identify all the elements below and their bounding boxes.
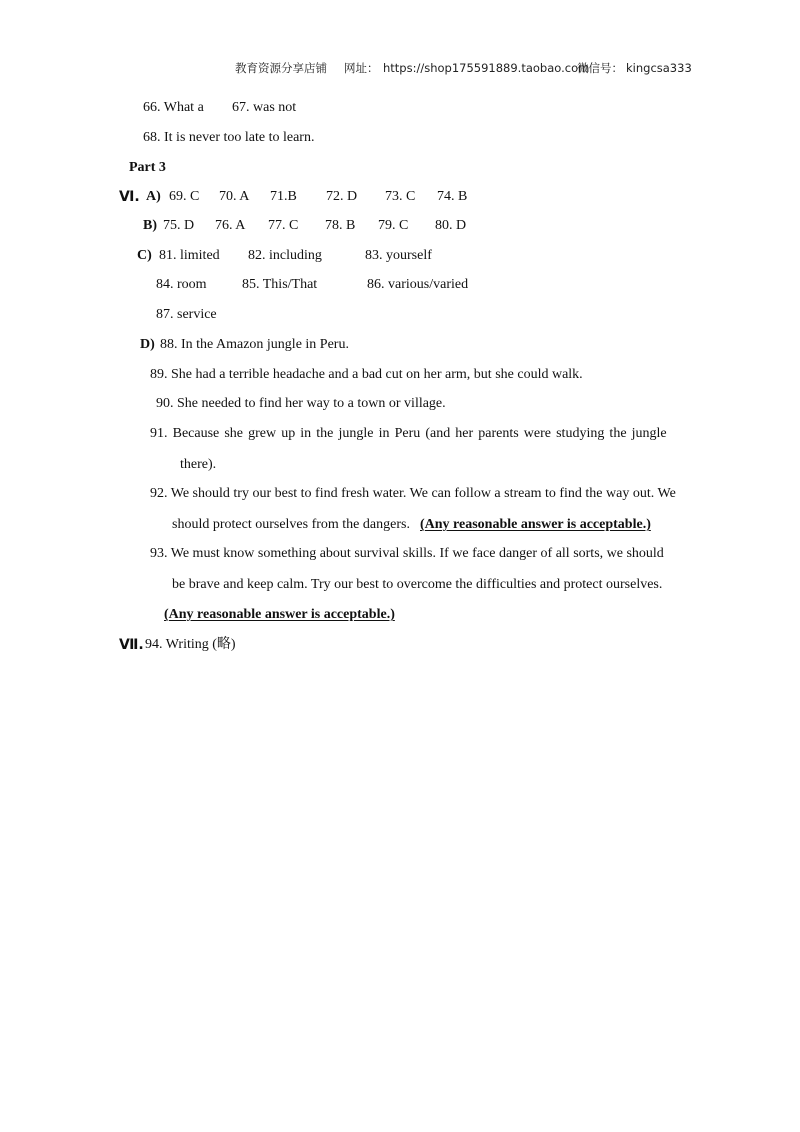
answer-77: 77. C [268,218,299,233]
answer-84: 84. room [156,277,207,292]
answer-67: 67. was not [232,100,297,115]
header-url-label: 网址： [344,61,379,75]
answer-86: 86. various/varied [367,277,469,292]
answer-79: 79. C [378,218,409,233]
answer-75: 75. D [163,218,195,233]
answer-73: 73. C [385,189,416,204]
answer-89: 89. She had a terrible headache and a bad cut on her arm, but she could walk. [150,367,583,382]
answer-85: 85. This/That [242,277,318,292]
reasonable-note-93: (Any reasonable answer is acceptable.) [164,607,395,622]
answer-69: 69. C [169,189,200,204]
answer-74: 74. B [437,189,468,204]
answer-94: 94. Writing (略) [145,637,236,652]
answer-88: 88. In the Amazon jungle in Peru. [160,337,349,352]
answer-76: 76. A [215,218,246,233]
part-b-label: B) [143,218,157,233]
answer-71: 71.B [270,189,297,204]
part-c-label: C) [137,248,152,263]
part-d-label: D) [140,337,155,352]
section-vi-label: Ⅵ. [119,189,140,205]
answer-82: 82. including [248,248,322,263]
answer-72: 72. D [326,189,358,204]
part-3-heading: Part 3 [129,160,166,175]
answer-90: 90. She needed to find her way to a town or village. [156,396,446,411]
header-wechat: kingcsa333 [626,61,692,75]
answer-78: 78. B [325,218,356,233]
header-shop: 教育资源分享店铺 [235,61,327,75]
section-vii-label: Ⅶ. [119,637,144,653]
answer-66: 66. What a [143,100,204,115]
header-url[interactable]: https://shop175591889.taobao.com [383,61,590,75]
answer-91-line-2: there). [180,457,217,472]
answer-93-line-1: 93. We must know something about survival skills. If we face danger of all sorts, we should [150,546,664,561]
header-wechat-label: 微信号： [577,61,623,75]
answer-93-line-2: be brave and keep calm. Try our best to overcome the difficulties and protect ourselves. [172,577,663,592]
reasonable-note-92: (Any reasonable answer is acceptable.) [420,517,651,532]
answer-83: 83. yourself [365,248,432,263]
answer-92-line-1: 92. We should try our best to find fresh water. We can follow a stream to find the way out. We [150,486,676,501]
part-a-label: A) [146,189,161,204]
answer-80: 80. D [435,218,467,233]
answer-70: 70. A [219,189,250,204]
answer-81: 81. limited [159,248,220,263]
answer-87: 87. service [156,307,217,322]
answer-68: 68. It is never too late to learn. [143,130,315,145]
answer-91-line-1: 91. Because she grew up in the jungle in Peru (and her parents were studying the jungle [150,426,667,441]
answer-92-line-2: should protect ourselves from the dangers. [172,517,410,532]
